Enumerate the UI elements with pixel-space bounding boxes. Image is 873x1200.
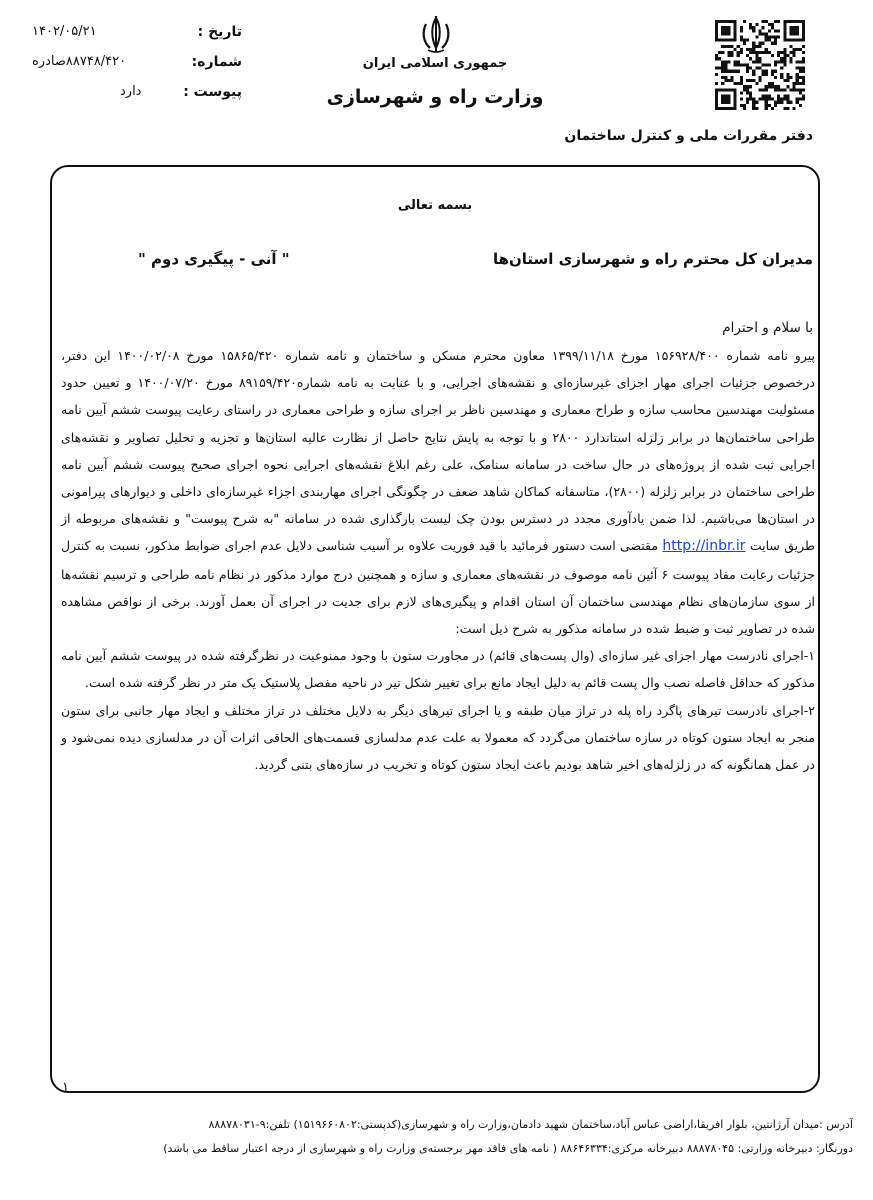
- greeting: با سلام و احترام: [722, 320, 813, 336]
- number-value: ۸۸۷۴۸/۴۲۰صادره: [32, 54, 127, 69]
- date-value: ۱۴۰۲/۰۵/۲۱: [32, 24, 97, 39]
- date-row: [32, 24, 242, 54]
- paragraph-main: [61, 342, 815, 642]
- bismillah: بسمه تعالی: [397, 198, 473, 213]
- list-item-2: ۲-اجرای نادرست تیرهای پاگرد راه پله در تراز میان طبقه و یا اجرای تیرهای دیگر به دلایل مختلف در تراز مختلف و ایجاد مهار جانبی برای ستون منجر به ایجاد ستون کوتاه در سازه ساختمان می‌گردد که معمولا به علت عدم مدلسازی قسمت‌های الحاقی اثرات آن در مدلسازی دیده نمی‌شود و در عمل همانگونه که در زلزله‌های اخیر شاهد بودیم باعث ایجاد ستون کوتاه و تخریب در سازه‌های بتنی گردید.: [61, 702, 815, 773]
- letter-metadata: [32, 24, 242, 114]
- qr-code-icon: [715, 20, 805, 110]
- footer-fax: دورنگار: دبیرخانه وزارتی: ۸۸۸۷۸۰۴۵ دبیرخانه مرکزی:۸۸۶۴۶۳۳۴ ( نامه های فاقد مهر برجسته‌ی وزارت راه و شهرسازی از درجه اعتبار ساقط می باشد): [163, 1142, 853, 1155]
- recipient: مدیران کل محترم راه و شهرسازی استان‌ها: [492, 250, 813, 268]
- ministry-name: وزارت راه و شهرسازی: [326, 86, 544, 108]
- paragraph-main-after-link: مقتضی است دستور فرمائید با قید فوریت علاوه بر آسیب شناسی دلایل عدم اجرای ضوابط مذکور، نسبت به کنترل جزئیات رعایت مفاد پیوست ۶ آئین نامه موصوف در نقشه‌های معماری و سازه و همچنین درج موارد مذکور در نظام نامه طراحی و ترسیم نقشه‌ها از سوی سازمان‌های نظام مهندسی ساختمان آن استان اقدام و پیگیری‌های لازم برای جدیت در اجرای آن بعمل آورند. برخی از نواقص مشاهده شده در تصاویر ثبت و ضبط شده در سامانه مذکور به شرح ذیل است:: [61, 538, 815, 637]
- footer: [20, 1113, 853, 1161]
- attachment-value: دارد: [120, 84, 142, 99]
- inbr-link[interactable]: http://inbr.ir: [662, 538, 746, 555]
- iran-emblem-icon: [420, 14, 452, 54]
- number-row: [32, 54, 242, 84]
- letter-body: [61, 342, 815, 778]
- attachment-row: [32, 84, 242, 114]
- list-item-1: ۱-اجرای نادرست مهار اجزای غیر سازه‌ای (وال پست‌های قائم) در مجاورت ستون با وجود ممنوعیت در نظرگرفته شده در پیوست ششم آیین نامه مذکور که حداقل فاصله نصب وال پست قائم به دلیل ایجاد مانع برای تغییر شکل تیر در ناحیه مفصل پلاستیک یک متر در نظر گرفته شده است.: [61, 648, 815, 691]
- number-label: شماره:: [191, 54, 242, 70]
- attachment-label: پیوست :: [183, 84, 242, 100]
- footer-address: آدرس :میدان آرژانتین، بلوار افریقا،اراضی عباس آباد،ساختمان شهید دادمان،وزارت راه و شهرسازی(کدپستی:۱۵۱۹۶۶۰۸۰۲) تلفن:۹-۸۸۸۷۸۰۳۱: [208, 1118, 853, 1131]
- office-name: دفتر مقررات ملی و کنترل ساختمان: [564, 128, 813, 144]
- urgency-note: " آنی - پیگیری دوم ": [138, 250, 290, 268]
- government-name: جمهوری اسلامی ایران: [362, 56, 508, 71]
- page-number: ۱: [62, 1080, 69, 1095]
- paragraph-main-before-link: پیرو نامه شماره ۱۵۶۹۲۸/۴۰۰ مورخ ۱۳۹۹/۱۱/۱۸ معاون محترم مسکن و ساختمان و نامه شماره ۱۵۸۶۵/۴۲۰ مورخ ۱۴۰۰/۰۲/۰۸ این دفتر، درخصوص جزئیات اجرای مهار اجزای غیرسازه‌ای و نقشه‌های اجرایی، و با عنایت به نامه شماره۸۹۱۵۹/۴۲۰ مورخ ۱۴۰۰/۰۷/۲۰ و تعیین حدود مسئولیت مهندسین محاسب سازه و طراح معماری و مهندسین ناظر بر اجرای سازه و طراحی معماری در راستای رعایت پیوست ششم آیین نامه طراحی ساختمان‌ها در برابر زلزله استاندارد ۲۸۰۰ و با توجه به پایش نتایج حاصل از نظارت عالیه استان‌ها و تجزیه و تحلیل تصاویر و نقشه‌های اجرایی ثبت شده از پروژه‌های در حال ساخت در سامانه سنامک، علی رغم ابلاغ نقشه‌های اجرایی نحوه اجرای صحیح پیوست ششم آیین نامه طراحی ساختمان در برابر زلزله (۲۸۰۰)، متاسفانه کماکان شاهد ضعف در چگونگی اجرای مهاربندی اجزاء غیرسازه‌ای داخلی و دیوارهای پیرامونی در استان‌ها می‌باشیم. لذا ضمن یادآوری مجدد در دسترس بودن چک لیست بارگذاری شده در سامانه "به شرح پیوست" و نقشه‌های مربوطه از طریق سایت: [61, 348, 815, 554]
- date-label: تاریخ :: [197, 24, 242, 40]
